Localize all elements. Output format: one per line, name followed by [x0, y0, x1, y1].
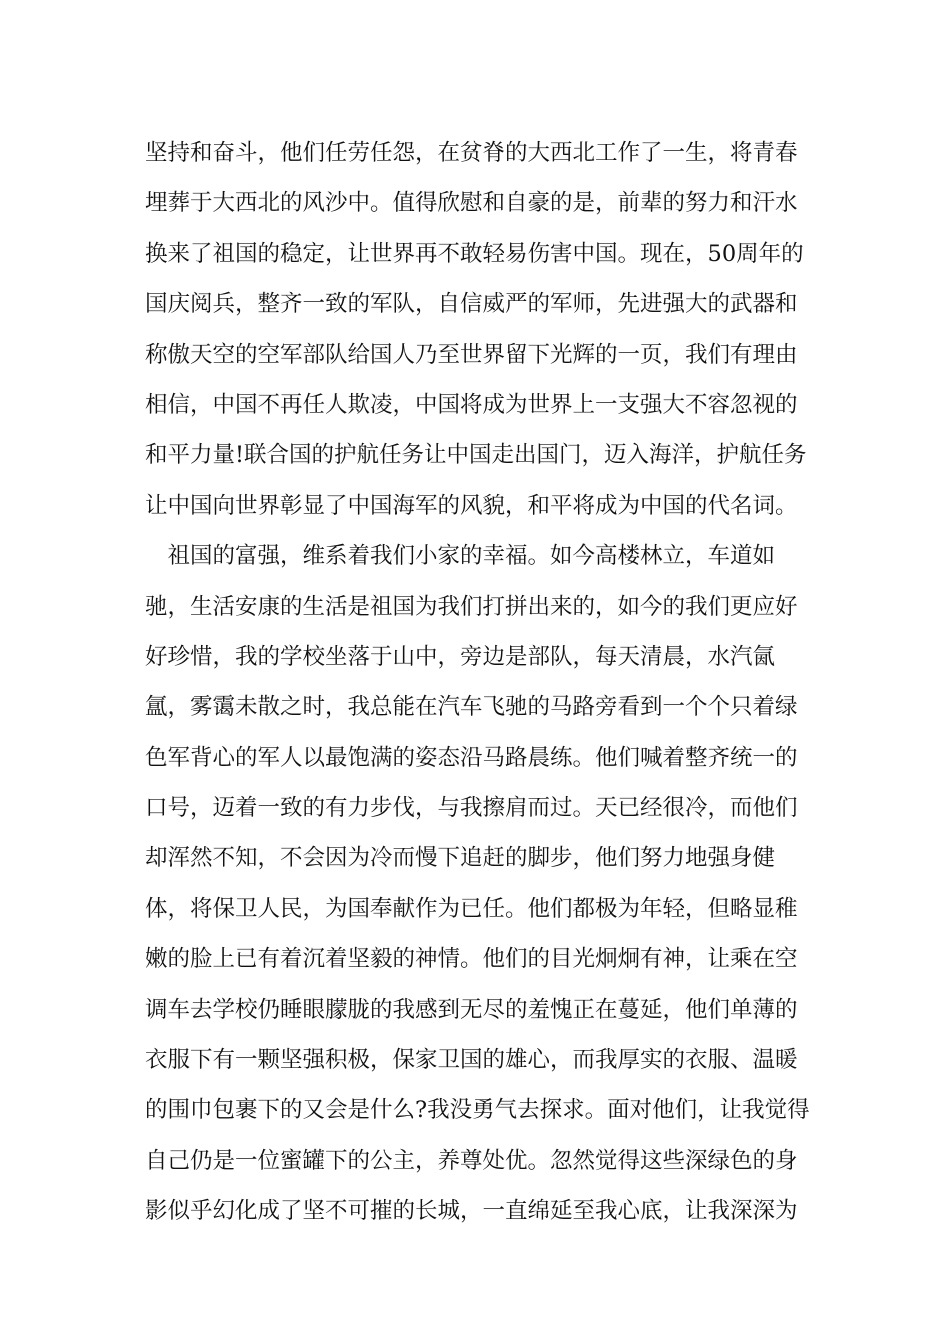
text-line: 的围巾包裹下的又会是什么?我没勇气去探求。面对他们，让我觉得 [145, 1097, 810, 1124]
text-line: 调车去学校仍睡眼朦胧的我感到无尽的羞愧正在蔓延，他们单薄的 [145, 996, 798, 1023]
text-line: 祖国的富强，维系着我们小家的幸福。如今高楼林立，车道如 [145, 543, 776, 570]
paragraph-1 [145, 128, 810, 531]
text-line: 影似乎幻化成了坚不可摧的长城，一直绵延至我心底，让我深深为 [145, 1198, 798, 1225]
text-line: 称傲天空的空军部队给国人乃至世界留下光辉的一页，我们有理由 [145, 341, 798, 368]
text-line: 体，将保卫人民，为国奉献作为已任。他们都极为年轻，但略显稚 [145, 895, 798, 922]
text-line: 却浑然不知，不会因为冷而慢下追赶的脚步，他们努力地强身健 [145, 845, 776, 872]
text-line: 嫩的脸上已有着沉着坚毅的神情。他们的目光炯炯有神，让乘在空 [145, 946, 798, 973]
text-line: 驰，生活安康的生活是祖国为我们打拼出来的，如今的我们更应好 [145, 593, 798, 620]
text-line: 好珍惜，我的学校坐落于山中，旁边是部队，每天清晨，水汽氤 [145, 643, 776, 670]
document-body [145, 128, 810, 1237]
text-line: 坚持和奋斗，他们任劳任怨，在贫脊的大西北工作了一生，将青春 [145, 140, 798, 166]
text-line: 口号，迈着一致的有力步伐，与我擦肩而过。天已经很冷，而他们 [145, 795, 798, 822]
text-line: 氲，雾霭未散之时，我总能在汽车飞驰的马路旁看到一个个只着绿 [145, 694, 798, 721]
text-line: 自己仍是一位蜜罐下的公主，养尊处优。忽然觉得这些深绿色的身 [145, 1147, 798, 1174]
text-line: 换来了祖国的稳定，让世界再不敢轻易伤害中国。现在，50周年的 [145, 240, 804, 267]
text-line: 色军背心的军人以最饱满的姿态沿马路晨练。他们喊着整齐统一的 [145, 744, 798, 771]
paragraph-2 [145, 531, 810, 1236]
text-line: 和平力量!联合国的护航任务让中国走出国门，迈入海洋，护航任务 [145, 442, 807, 469]
text-line: 埋葬于大西北的风沙中。值得欣慰和自豪的是，前辈的努力和汗水 [145, 190, 798, 217]
text-line: 衣服下有一颗坚强积极，保家卫国的雄心，而我厚实的衣服、温暖 [145, 1047, 798, 1074]
text-line: 国庆阅兵，整齐一致的军队，自信威严的军师，先进强大的武器和 [145, 291, 798, 318]
text-line: 相信，中国不再任人欺凌，中国将成为世界上一支强大不容忽视的 [145, 391, 798, 418]
text-line: 让中国向世界彰显了中国海军的风貌，和平将成为中国的代名词。 [145, 492, 798, 519]
